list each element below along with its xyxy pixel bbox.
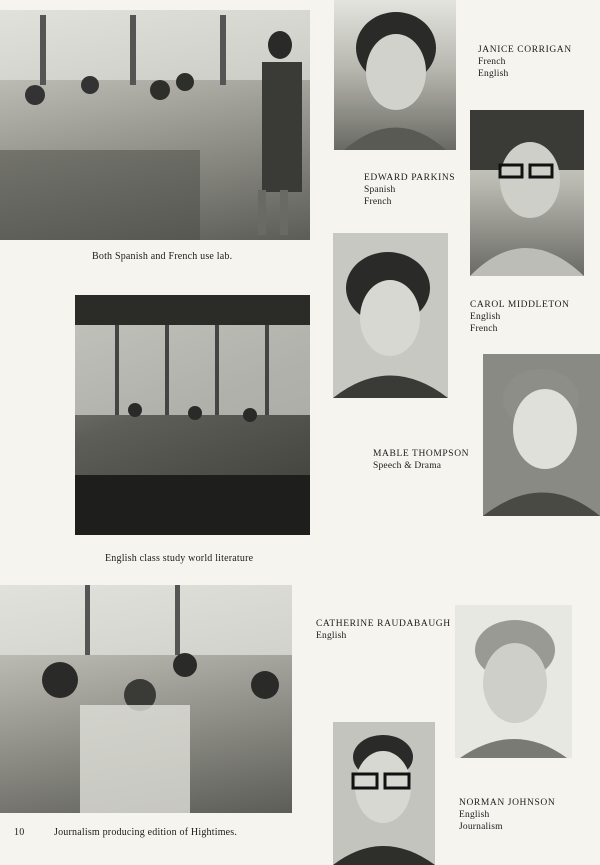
portrait-janice-corrigan [334, 0, 456, 150]
faculty-name: JANICE CORRIGAN [478, 45, 572, 55]
caption-journalism: Journalism producing edition of Hightimes. [54, 827, 238, 838]
faculty-name: MABLE THOMPSON [373, 449, 470, 459]
faculty-edward-parkins [364, 172, 455, 208]
page-number: 10 [14, 827, 25, 838]
caption-language-lab: Both Spanish and French use lab. [92, 251, 233, 262]
portrait-mable-thompson [483, 354, 600, 516]
faculty-subject: English [316, 631, 347, 641]
faculty-catherine-raudabaugh [316, 618, 451, 642]
portrait-norman-johnson [333, 722, 435, 865]
faculty-janice-corrigan [478, 44, 572, 80]
faculty-name: CAROL MIDDLETON [470, 300, 570, 310]
faculty-subject: English [470, 312, 501, 322]
faculty-name: CATHERINE RAUDABAUGH [316, 619, 451, 629]
faculty-subject: Spanish [364, 185, 396, 195]
faculty-subject: French [364, 197, 392, 207]
faculty-name: NORMAN JOHNSON [459, 798, 556, 808]
faculty-subject: English [478, 69, 509, 79]
faculty-subject: Speech & Drama [373, 461, 442, 471]
english-class-photo [75, 295, 310, 535]
faculty-subject: French [470, 324, 498, 334]
faculty-norman-johnson [459, 797, 555, 833]
faculty-subject: English [459, 810, 490, 820]
portrait-catherine-raudabaugh [455, 605, 572, 758]
journalism-photo [0, 585, 292, 813]
portrait-edward-parkins [470, 110, 584, 276]
faculty-name: EDWARD PARKINS [364, 173, 456, 183]
faculty-subject: French [478, 57, 506, 67]
faculty-mable-thompson [373, 448, 469, 472]
language-lab-photo [0, 10, 310, 240]
faculty-subject: Journalism [459, 822, 503, 832]
faculty-carol-middleton [470, 299, 570, 335]
caption-english-class: English class study world literature [105, 553, 254, 564]
portrait-carol-middleton [333, 233, 448, 398]
